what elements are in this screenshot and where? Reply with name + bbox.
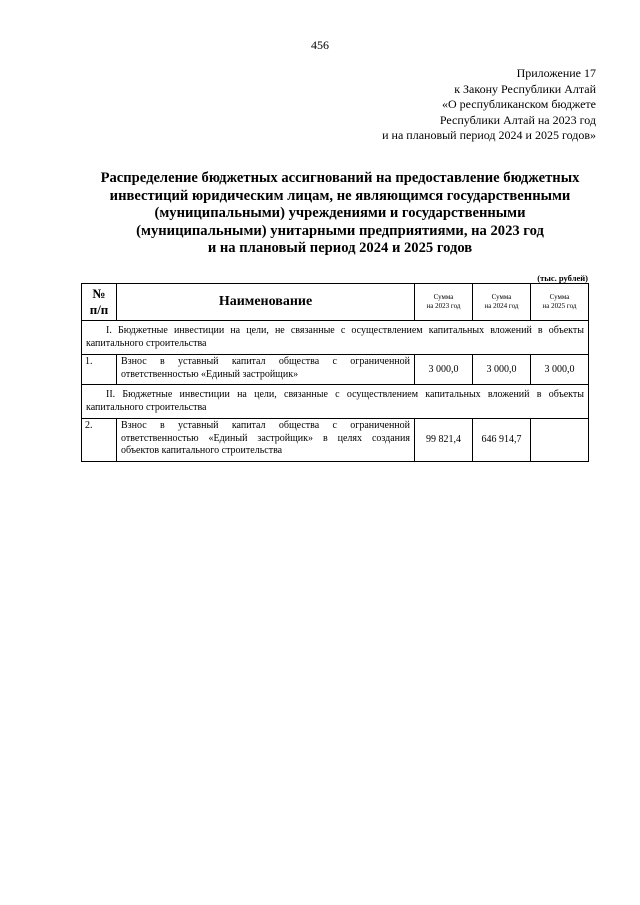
row-name: Взнос в уставный капитал общества с ограниченной ответственностью «Единый застройщик» [117,355,415,385]
row-sum-2024: 3 000,0 [473,355,531,385]
row-sum-2025 [531,419,589,462]
row-name: Взнос в уставный капитал общества с ограниченной ответственностью «Единый застройщик» в целях создания объектов капитального строительства [117,419,415,462]
table-header-row [82,284,589,321]
row-sum-2024: 646 914,7 [473,419,531,462]
header-sum-2023 [415,284,473,321]
allocation-table [81,283,589,462]
title-line: (муниципальными) унитарными предприятиями, на 2023 год [136,222,544,239]
header-sum-2025-line2: на 2025 год [542,302,577,310]
header-sum-2024-line1: Сумма [491,293,512,301]
appendix-block [276,66,596,144]
section-cell-2 [82,385,589,419]
header-num-line1: № [92,286,106,301]
table-row [82,419,589,462]
title-line: Распределение бюджетных ассигнований на предоставление бюджетных [100,170,580,186]
row-sum-2023: 99 821,4 [415,419,473,462]
section-row-2 [82,385,589,419]
document-title [60,170,620,258]
title-line: (муниципальными) учреждениями и государственными [154,205,526,222]
appendix-line: Республики Алтай на 2023 год [439,112,596,127]
section-marker: I. [106,325,112,336]
header-num-line2: п/п [89,302,109,317]
header-name: Наименование [117,284,415,321]
section-row-1 [82,321,589,355]
title-line: и на плановый период 2024 и 2025 годов [207,240,473,257]
row-num: 1. [82,355,117,385]
title-line: инвестиций юридическим лицам, не являющимся государственными [109,187,571,204]
row-sum-2025: 3 000,0 [531,355,589,385]
header-sum-2024-line2: на 2024 год [484,302,519,310]
appendix-line: Приложение 17 [516,66,596,80]
appendix-line: к Закону Республики Алтай [454,81,596,96]
section-marker: II. [106,389,116,400]
header-sum-2025 [531,284,589,321]
header-num [82,284,117,321]
units-label: (тыс. рублей) [537,273,588,283]
header-sum-2024 [473,284,531,321]
header-sum-2023-line2: на 2023 год [426,302,461,310]
header-sum-2023-line1: Сумма [433,293,454,301]
table-row [82,355,589,385]
page-number: 456 [311,38,329,52]
section-text: Бюджетные инвестиции на цели, не связанные с осуществлением капитальных вложений в объекты капитального строительства [86,325,584,349]
section-text: Бюджетные инвестиции на цели, связанные с осуществлением капитальных вложений в объекты капитального строительства [86,389,584,413]
appendix-line: и на плановый период 2024 и 2025 годов» [382,128,596,142]
row-sum-2023: 3 000,0 [415,355,473,385]
header-sum-2025-line1: Сумма [549,293,570,301]
section-cell-1 [82,321,589,355]
appendix-line: «О республиканском бюджете [441,97,596,111]
row-num: 2. [82,419,117,462]
